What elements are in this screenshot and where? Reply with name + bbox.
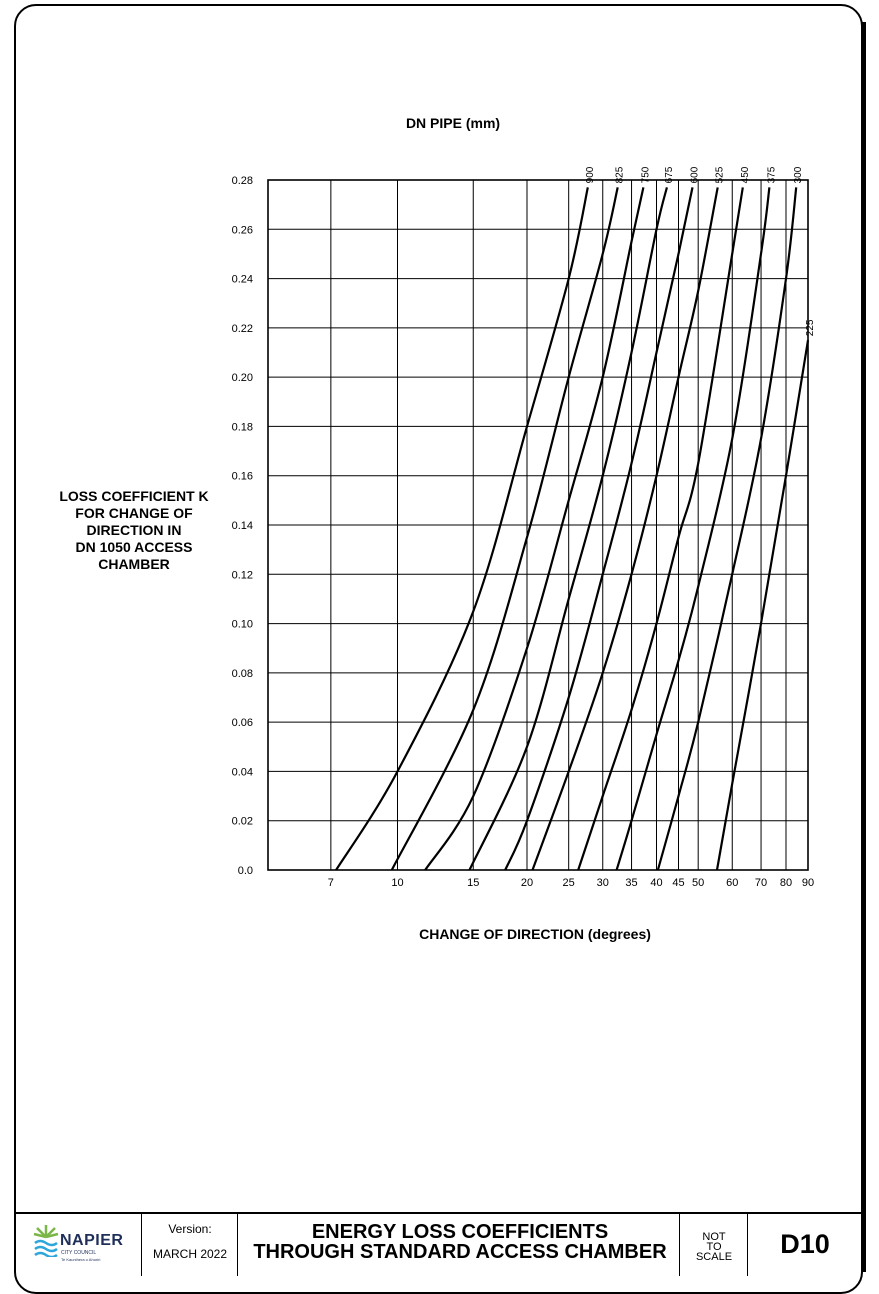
- pipe-size-label: 750: [640, 166, 652, 184]
- logo-subtitle: CITY COUNCIL: [61, 1250, 97, 1256]
- x-tick-label: 7: [327, 877, 334, 889]
- napier-logo-icon: [32, 1223, 60, 1257]
- x-tick-label: 45: [672, 877, 685, 889]
- curve-dn-900: [336, 187, 588, 870]
- y-tick-label: 0.04: [231, 766, 253, 779]
- y-tick-label: 0.0: [237, 865, 253, 877]
- y-tick-label: 0.22: [231, 322, 253, 335]
- logo-wordmark: NAPIER: [60, 1232, 124, 1249]
- version-label: Version:: [168, 1222, 212, 1236]
- pipe-size-label: 450: [739, 166, 751, 184]
- pipe-size-label: 525: [714, 166, 726, 184]
- pipe-size-label: 900: [584, 166, 596, 184]
- y-tick-label: 0.14: [231, 520, 253, 532]
- y-tick-label: 0.12: [231, 569, 253, 582]
- x-tick-label: 70: [754, 877, 768, 889]
- pipe-size-label: 225: [804, 319, 816, 337]
- y-axis-label-line: DN 1050 ACCESS: [75, 539, 193, 555]
- x-tick-label: 30: [596, 877, 609, 889]
- x-tick-label: 90: [801, 877, 815, 889]
- x-tick-label: 80: [779, 877, 793, 889]
- curve-dn-375: [617, 187, 770, 870]
- y-tick-label: 0.18: [231, 421, 253, 434]
- y-axis-label-line: CHAMBER: [98, 556, 170, 572]
- drawing-title-line-1: ENERGY LOSS COEFFICIENTS: [311, 1221, 609, 1243]
- curve-dn-600: [505, 187, 692, 870]
- scale-note: [687, 1232, 741, 1262]
- y-axis-label-line: FOR CHANGE OF: [75, 505, 193, 521]
- y-axis-label-line: DIRECTION IN: [86, 522, 182, 538]
- x-tick-label: 35: [625, 877, 638, 889]
- x-tick-label: 25: [562, 877, 575, 889]
- pipe-size-label: 375: [766, 166, 778, 184]
- drawing-number: D10: [780, 1229, 830, 1259]
- y-tick-label: 0.06: [231, 717, 253, 730]
- y-tick-label: 0.20: [231, 372, 253, 385]
- x-tick-label: 10: [391, 877, 404, 889]
- curve-dn-825: [392, 187, 618, 870]
- x-tick-label: 60: [726, 877, 739, 889]
- y-tick-label: 0.26: [231, 224, 253, 237]
- version-date: MARCH 2022: [152, 1247, 228, 1261]
- y-axis-label-line: LOSS COEFFICIENT K: [59, 488, 209, 504]
- pipe-size-label: 825: [614, 166, 626, 184]
- scale-note-line-2: TO: [706, 1241, 722, 1253]
- scale-note-line-3: SCALE: [695, 1251, 733, 1263]
- x-axis-label: CHANGE OF DIRECTION (degrees): [419, 926, 651, 942]
- drawing-title-line-2: THROUGH STANDARD ACCESS CHAMBER: [253, 1241, 667, 1263]
- curve-dn-225: [717, 340, 808, 870]
- y-tick-label: 0.28: [231, 175, 253, 187]
- y-tick-label: 0.10: [231, 618, 253, 631]
- y-tick-label: 0.16: [231, 470, 253, 483]
- x-tick-label: 20: [520, 877, 534, 889]
- x-tick-label: 50: [692, 877, 705, 889]
- scale-note-line-1: NOT: [702, 1231, 726, 1243]
- pipe-size-label: 300: [793, 166, 805, 184]
- pipe-size-label: 675: [663, 166, 675, 184]
- y-tick-label: 0.08: [231, 667, 253, 680]
- chart-title: DN PIPE (mm): [405, 115, 501, 131]
- pipe-size-label: 600: [689, 166, 701, 184]
- logo-tagline: Te Kaunihera o Ahuriri: [61, 1257, 101, 1262]
- x-tick-label: 15: [467, 877, 480, 889]
- curve-dn-750: [425, 187, 643, 870]
- x-tick-label: 40: [650, 877, 663, 889]
- y-tick-label: 0.24: [231, 273, 253, 286]
- y-tick-label: 0.02: [231, 815, 253, 828]
